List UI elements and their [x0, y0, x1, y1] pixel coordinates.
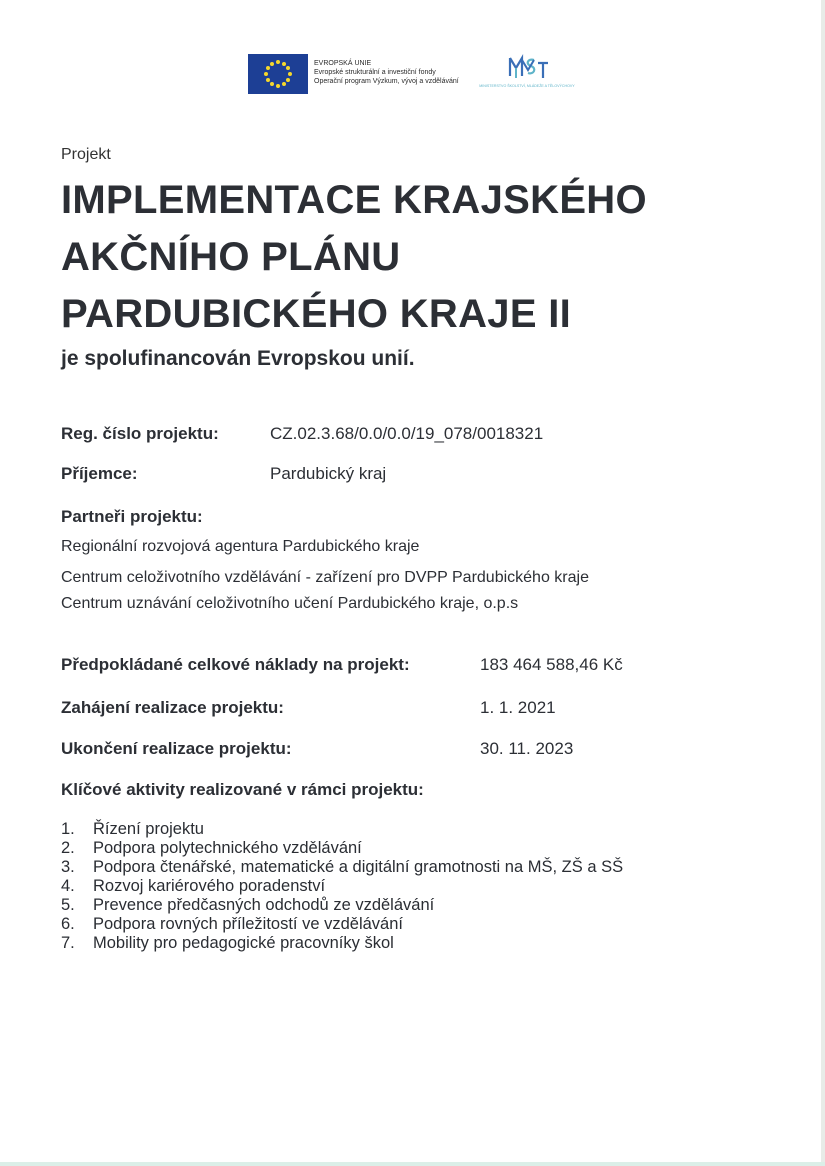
eu-star-icon	[266, 78, 270, 82]
end-value: 30. 11. 2023	[480, 739, 574, 758]
activity-number: 2.	[61, 839, 75, 857]
msmt-text: MINISTERSTVO ŠKOLSTVÍ, MLÁDEŽE A TĚLOVÝCHOVY	[479, 84, 575, 88]
activity-text: Podpora čtenářské, matematické a digitální gramotnosti na MŠ, ZŠ a SŠ	[93, 858, 624, 876]
list-item	[61, 877, 623, 896]
list-item	[61, 820, 623, 839]
list-item	[61, 934, 623, 953]
eu-star-icon	[288, 72, 292, 76]
activity-number: 7.	[61, 934, 75, 952]
eu-star-icon	[270, 82, 274, 86]
eu-line: Evropské strukturální a investiční fondy	[314, 69, 436, 76]
activity-text: Podpora polytechnického vzdělávání	[93, 839, 362, 857]
eu-star-icon	[270, 62, 274, 66]
eu-star-icon	[282, 82, 286, 86]
partner-item: Regionální rozvojová agentura Pardubického kraje	[61, 538, 420, 555]
eu-star-icon	[276, 60, 280, 64]
activity-number: 5.	[61, 896, 75, 914]
end-label: Ukončení realizace projektu:	[61, 739, 292, 758]
activity-text: Mobility pro pedagogické pracovníky škol	[93, 934, 394, 952]
activity-number: 4.	[61, 877, 75, 895]
title-line: IMPLEMENTACE KRAJSKÉHO	[61, 178, 647, 222]
start-label: Zahájení realizace projektu:	[61, 698, 284, 717]
partners-label: Partneři projektu:	[61, 507, 203, 526]
list-item	[61, 896, 623, 915]
eu-star-icon	[282, 62, 286, 66]
scan-edge-right	[821, 0, 825, 1166]
scan-edge-bottom	[0, 1162, 825, 1166]
recipient-label: Příjemce:	[61, 464, 138, 483]
title-line: AKČNÍHO PLÁNU	[61, 235, 401, 279]
activity-number: 3.	[61, 858, 75, 876]
list-item	[61, 839, 623, 858]
eu-line: Operační program Výzkum, vývoj a vzdělávání	[314, 78, 459, 85]
partner-item: Centrum celoživotního vzdělávání - zařízení pro DVPP Pardubického kraje	[61, 569, 589, 586]
list-item	[61, 858, 623, 877]
eu-flag-icon	[248, 54, 308, 94]
project-title	[61, 172, 801, 343]
reg-number-value: CZ.02.3.68/0.0/0.0/19_078/0018321	[270, 424, 544, 443]
costs-value: 183 464 588,46 Kč	[480, 655, 623, 674]
list-item	[61, 915, 623, 934]
activity-text: Podpora rovných příležitostí ve vzdělávání	[93, 915, 403, 933]
activity-text: Prevence předčasných odchodů ze vzdělávání	[93, 896, 435, 914]
costs-label: Předpokládané celkové náklady na projekt:	[61, 655, 410, 674]
msmt-logo-icon	[479, 54, 575, 96]
eu-star-icon	[276, 84, 280, 88]
activities-list	[61, 820, 623, 953]
eu-star-icon	[286, 78, 290, 82]
activity-number: 1.	[61, 820, 75, 838]
partner-item: Centrum uznávání celoživotního učení Pardubického kraje, o.p.s	[61, 595, 519, 612]
eu-logo-text	[314, 59, 459, 86]
recipient-value: Pardubický kraj	[270, 464, 387, 483]
activity-number: 6.	[61, 915, 75, 933]
start-value: 1. 1. 2021	[480, 698, 556, 717]
subtitle: je spolufinancován Evropskou unií.	[61, 347, 415, 370]
activity-text: Řízení projektu	[93, 820, 204, 838]
project-label: Projekt	[61, 146, 111, 163]
activities-label: Klíčové aktivity realizované v rámci projektu:	[61, 780, 424, 799]
eu-star-icon	[264, 72, 268, 76]
eu-star-icon	[286, 66, 290, 70]
eu-line: EVROPSKÁ UNIE	[314, 60, 372, 67]
activity-text: Rozvoj kariérového poradenství	[93, 877, 326, 895]
eu-star-icon	[266, 66, 270, 70]
reg-number-label: Reg. číslo projektu:	[61, 424, 219, 443]
title-line: PARDUBICKÉHO KRAJE II	[61, 292, 572, 336]
